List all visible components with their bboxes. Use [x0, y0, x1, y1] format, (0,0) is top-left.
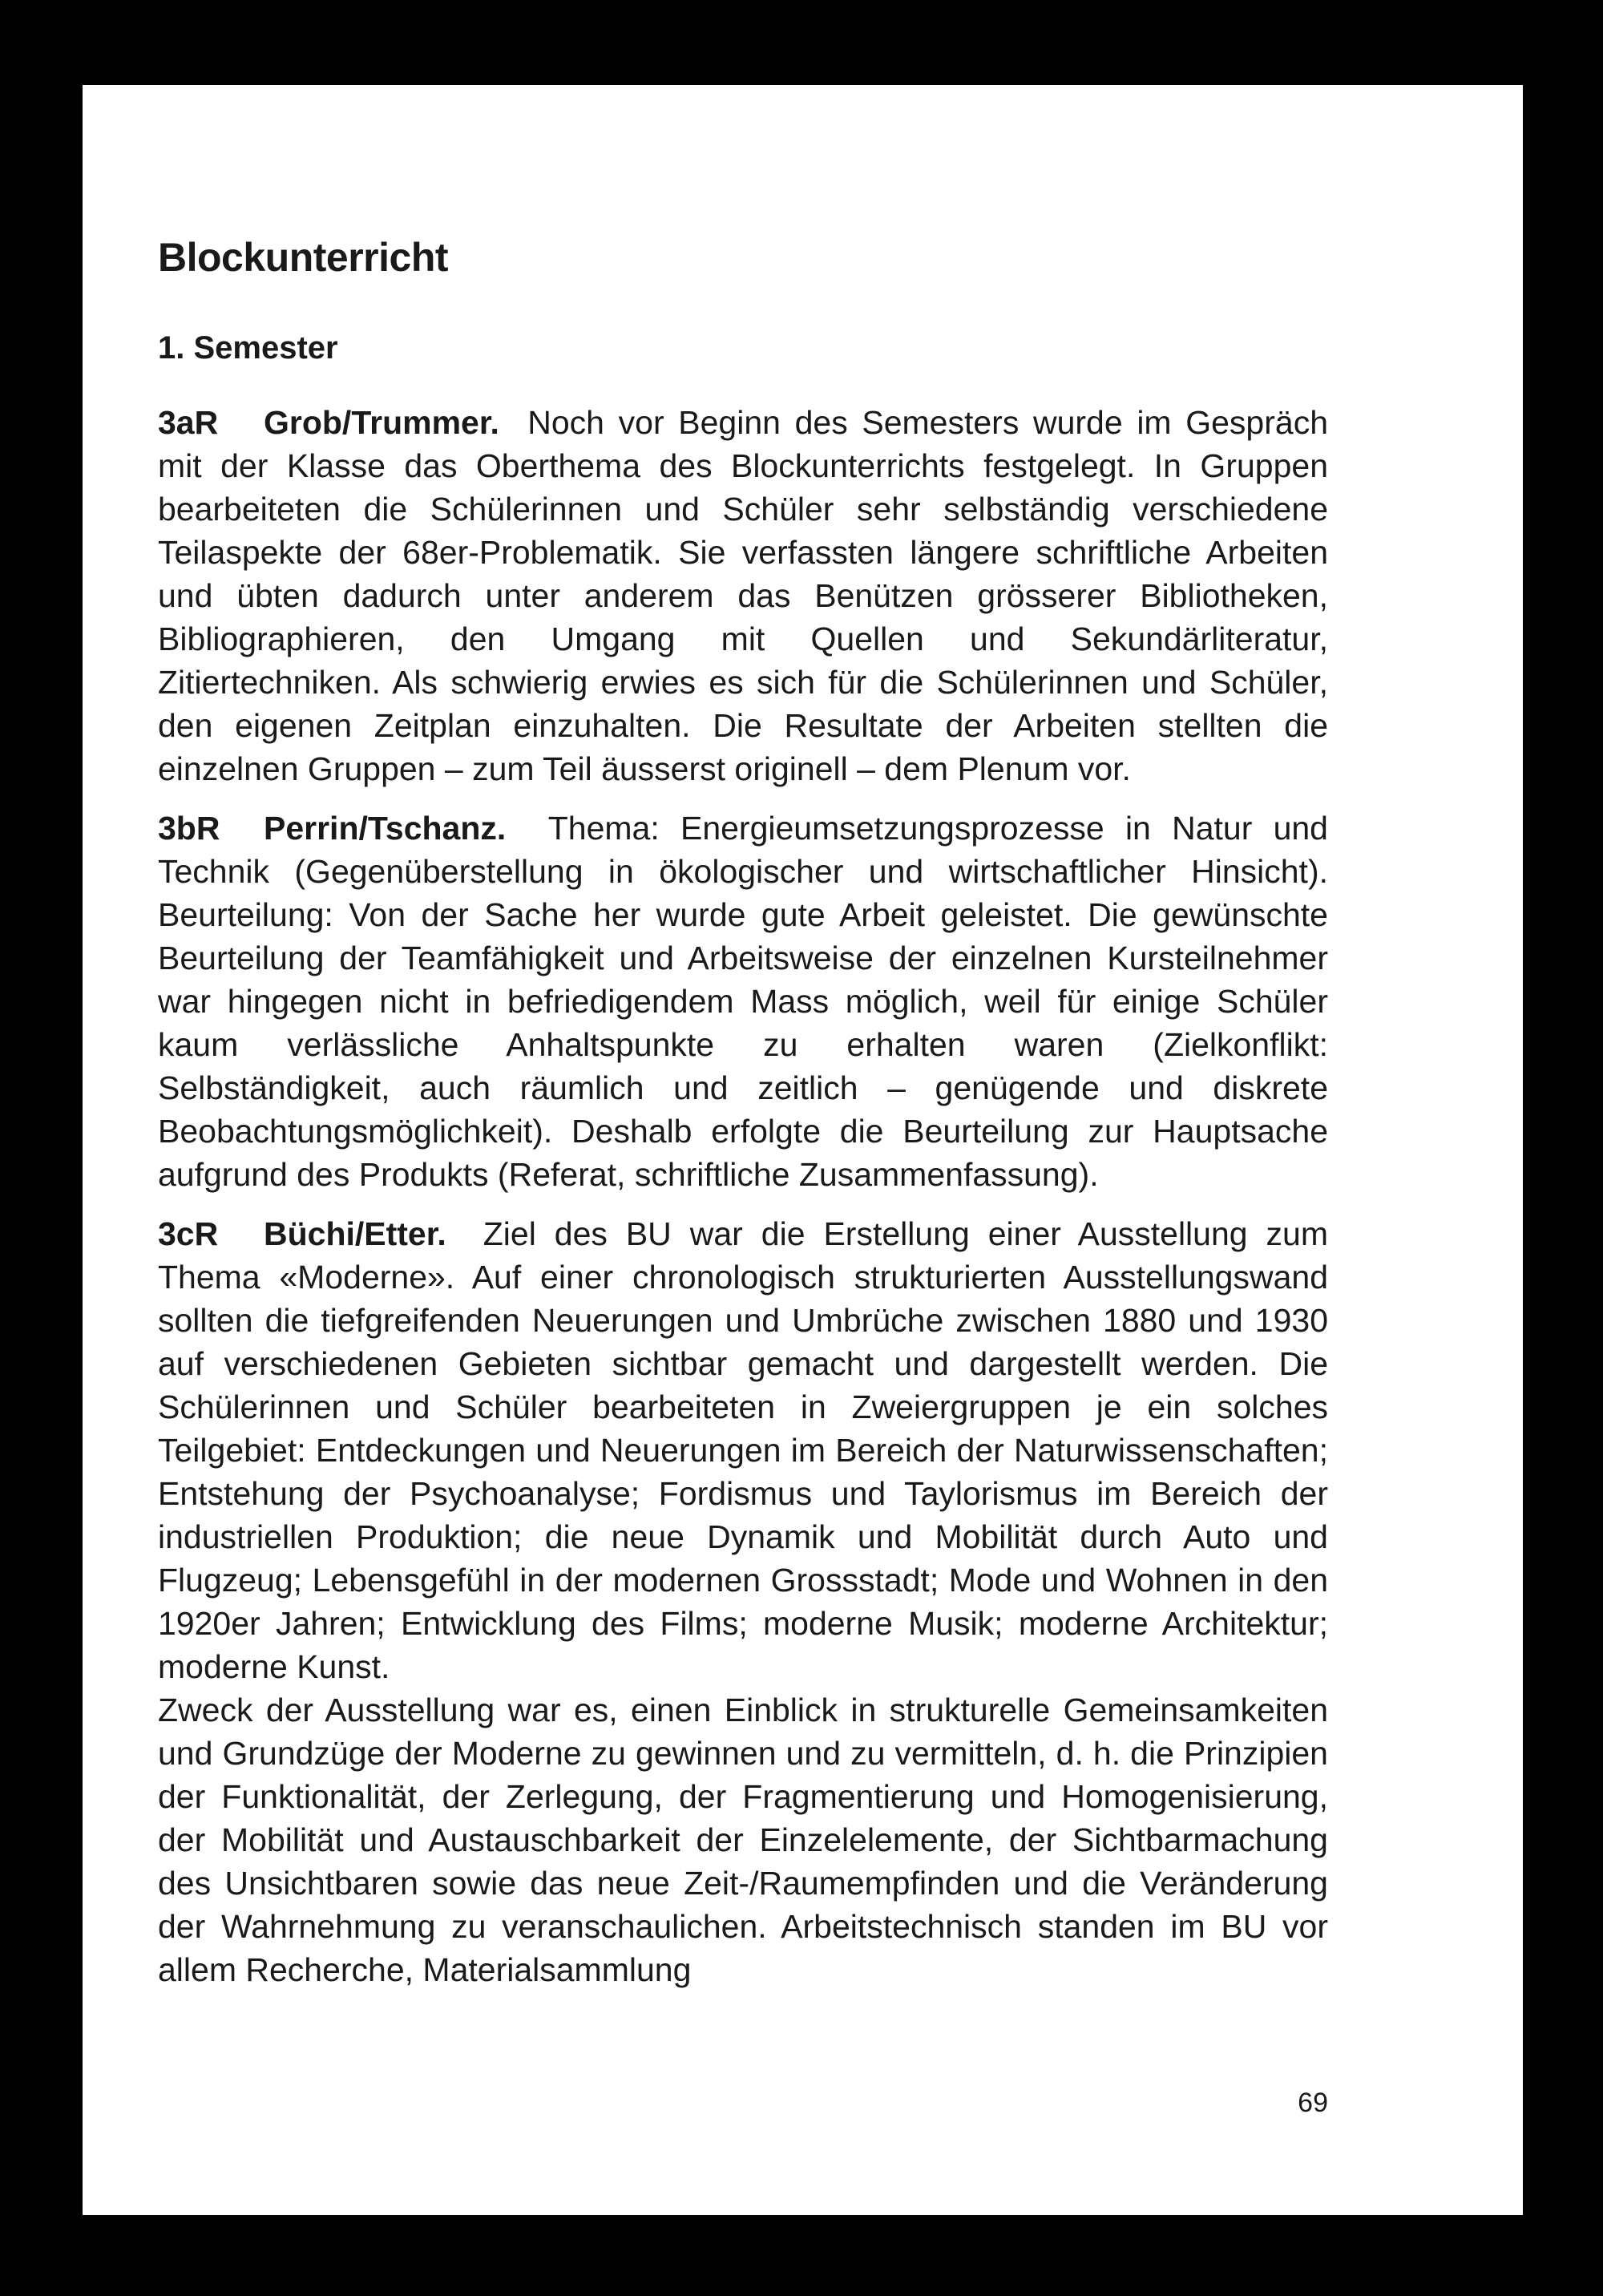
entry-text: Noch vor Beginn des Semesters wurde im Gespräch mit der Klasse das Oberthema des Blockunterrichts festgelegt. In Gruppen bearbeiteten die Schülerinnen und Schüler sehr selbständig verschiedene Teilaspekte der 68er-Problematik. Sie verfassten längere schriftliche Arbeiten und übten dadurch unter anderem das Benützen grösserer Bibliotheken, Bibliographieren, den Umgang mit Quellen und Sekundärliteratur, Zitiertechniken. Als schwierig erwies es sich für die Schülerinnen und Schüler, den eigenen Zeitplan einzuhalten. Die Resultate der Arbeiten stellten die einzelnen Gruppen – zum Teil äusserst originell – dem Plenum vor.: [158, 404, 1328, 787]
class-code: 3cR: [158, 1215, 219, 1252]
document-page: [83, 85, 1523, 2215]
continuation-paragraph: Zweck der Ausstellung war es, einen Einblick in strukturelle Gemeinsamkeiten und Grundzüge der Moderne zu gewinnen und zu vermitteln, d. h. die Prinzipien der Funktionalität, der Zerlegung, der Fragmentierung und Homogenisierung, der Mobilität und Austauschbarkeit der Einzelelemente, der Sichtbarmachung des Unsichtbaren sowie das neue Zeit-/Raumempfinden und die Veränderung der Wahrnehmung zu veranschaulichen. Arbeitstechnisch standen im BU vor allem Recherche, Materialsammlung: [158, 1692, 1328, 1988]
page-title: Blockunterricht: [158, 235, 449, 280]
class-teachers: Perrin/Tschanz.: [264, 810, 507, 847]
class-code: 3bR: [158, 810, 220, 847]
class-entry-3cR: [158, 1212, 1328, 1688]
class-code: 3aR: [158, 404, 219, 441]
section-heading: 1. Semester: [158, 330, 338, 366]
page-number: 69: [1298, 2088, 1328, 2118]
entry-text: Thema: Energieumsetzungsprozesse in Natur und Technik (Gegenüberstellung in ökologischer und wirtschaftlicher Hinsicht). Beurteilung: Von der Sache her wurde gute Arbeit geleistet. Die gewünschte Beurteilung der Teamfähigkeit und Arbeitsweise der einzelnen Kursteilnehmer war hingegen nicht in befriedigendem Mass möglich, weil für einige Schüler kaum verlässliche Anhaltspunkte zu erhalten waren (Zielkonflikt: Selbständigkeit, auch räumlich und zeitlich – genügende und diskrete Beobachtungsmöglichkeit). Deshalb erfolgte die Beurteilung zur Hauptsache aufgrund des Produkts (Referat, schriftliche Zusammenfassung).: [158, 810, 1328, 1193]
class-entry-3aR: [158, 401, 1328, 790]
entry-text: Ziel des BU war die Erstellung einer Ausstellung zum Thema «Moderne». Auf einer chronologisch strukturierten Ausstellungswand sollten die tiefgreifenden Neuerungen und Umbrüche zwischen 1880 und 1930 auf verschiedenen Gebieten sichtbar gemacht und dargestellt werden. Die Schülerinnen und Schüler bearbeiteten in Zweiergruppen je ein solches Teilgebiet: Entdeckungen und Neuerungen im Bereich der Naturwissenschaften; Entstehung der Psychoanalyse; Fordismus und Taylorismus im Bereich der industriellen Produktion; die neue Dynamik und Mobilität durch Auto und Flugzeug; Lebensgefühl in der modernen Grossstadt; Mode und Wohnen in den 1920er Jahren; Entwicklung des Films; moderne Musik; moderne Architektur; moderne Kunst.: [158, 1215, 1328, 1685]
class-teachers: Grob/Trummer.: [264, 404, 499, 441]
class-teachers: Büchi/Etter.: [264, 1215, 446, 1252]
body-text: [158, 401, 1328, 1991]
class-entry-3bR: [158, 806, 1328, 1196]
